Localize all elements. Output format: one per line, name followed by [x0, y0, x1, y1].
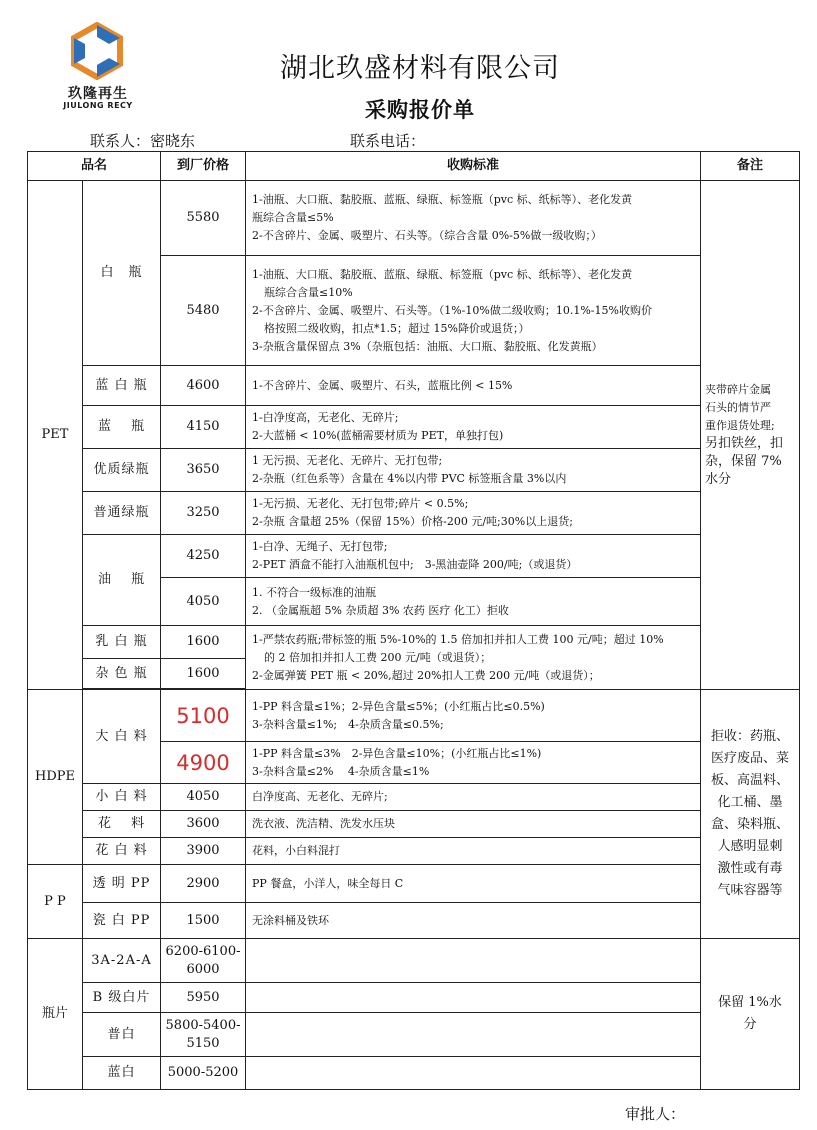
price-value: 3900	[161, 838, 246, 865]
price-value: 5950	[161, 983, 246, 1013]
remark-flake: 保留 1%水 分	[701, 939, 800, 1090]
contact-person: 联系人：密晓东	[90, 132, 196, 150]
table-row	[28, 865, 800, 903]
standard-text: 1-油瓶、大口瓶、黏胶瓶、蓝瓶、绿瓶、标签瓶（pvc 标、纸标等）、老化发黄 瓶综合含量≤10% 2-不含碎片、金属、吸塑片、石头等。（1%-10%做二级收购；10.1%-15%收购价 格按照二级收购，扣点*1.5；超过 15%降价或退货；） 3-杂瓶含量保留点 3%（杂瓶包括：油瓶、大口瓶、黏胶瓶、化发黄瓶）	[246, 256, 701, 366]
table-header-row	[28, 152, 800, 181]
product-name: 大 白 料	[83, 690, 161, 784]
table-row	[28, 406, 800, 449]
table-row	[28, 535, 800, 578]
document-title: 采购报价单	[365, 98, 475, 122]
approver-label: 审批人：	[625, 1105, 686, 1123]
price-value: 5580	[161, 181, 246, 256]
company-name: 湖北玖盛材料有限公司	[280, 53, 560, 84]
price-value: 5800-5400- 5150	[161, 1013, 246, 1057]
standard-text	[246, 983, 701, 1013]
product-name: 白 瓶	[83, 181, 161, 366]
price-value: 3250	[161, 492, 246, 535]
standard-text: 1-油瓶、大口瓶、黏胶瓶、蓝瓶、绿瓶、标签瓶（pvc 标、纸标等）、老化发黄 瓶综合含量≤5% 2-不含碎片、金属、吸塑片、石头等。（综合含量 0%-5%做一级收购；）	[246, 181, 701, 256]
standard-text: 1 无污损、无老化、无碎片、无打包带; 2-杂瓶（红色系等）含量在 4%以内带 PVC 标签瓶含量 3%以内	[246, 449, 701, 492]
price-value: 5480	[161, 256, 246, 366]
price-value: 4050	[161, 578, 246, 626]
product-name: 油 瓶	[83, 535, 161, 626]
table-row	[28, 903, 800, 939]
price-value: 1500	[161, 903, 246, 939]
product-name: 优质绿瓶	[83, 449, 161, 492]
product-name: 花 白 料	[83, 838, 161, 865]
standard-text: 洗衣液、洗洁精、洗发水压块	[246, 811, 701, 838]
table-row	[28, 492, 800, 535]
price-value: 3600	[161, 811, 246, 838]
table-row	[28, 811, 800, 838]
category-pp: P P	[28, 865, 83, 939]
price-value: 1600	[161, 626, 246, 659]
product-name: 蓝 瓶	[83, 406, 161, 449]
remark-rejected-items: 拒收：药瓶、 医疗废品、菜 板、高温料、 化工桶、墨 盒、染料瓶、 人感明显刺 激性或有毒 气味容器等	[701, 690, 800, 939]
standard-text: 1. 不符合一级标准的油瓶 2. （金属瓶超 5% 杂质超 3% 农药 医疗 化工）拒收	[246, 578, 701, 626]
column-header-remark: 备注	[701, 152, 800, 181]
product-name: 瓷 白 PP	[83, 903, 161, 939]
standard-text: 白净度高、无老化、无碎片;	[246, 784, 701, 811]
column-header-name: 品名	[28, 152, 161, 181]
logo-chinese-text: 玖隆再生	[68, 86, 128, 102]
category-flake: 瓶片	[28, 939, 83, 1090]
price-value: 4150	[161, 406, 246, 449]
remark-pet: 夹带碎片金属 石头的情节严 重作退货处理; 另扣铁丝，扣 杂，保留 7% 水分	[701, 181, 800, 690]
table-row	[28, 838, 800, 865]
product-name: 花 料	[83, 811, 161, 838]
table-row	[28, 690, 800, 742]
table-row	[28, 181, 800, 256]
table-row	[28, 939, 800, 983]
product-name: 透 明 PP	[83, 865, 161, 903]
table-row	[28, 983, 800, 1013]
price-value: 2900	[161, 865, 246, 903]
logo-english-text: JIULONG RECY	[63, 101, 133, 110]
product-name: 普通绿瓶	[83, 492, 161, 535]
table-row	[28, 784, 800, 811]
standard-text: PP 餐盒，小洋人，味全每日 C	[246, 865, 701, 903]
price-value-highlighted: 5100	[161, 690, 246, 742]
product-name: 蓝白	[83, 1057, 161, 1090]
category-pet: PET	[28, 181, 83, 690]
price-value: 3650	[161, 449, 246, 492]
price-value: 4250	[161, 535, 246, 578]
product-name: 普白	[83, 1013, 161, 1057]
table-row	[28, 366, 800, 406]
standard-text: 1-PP 料含量≤1%；2-异色含量≤5%；(小红瓶占比≤0.5%) 3-杂料含量≤1%; 4-杂质含量≤0.5%;	[246, 690, 701, 742]
standard-text	[246, 1013, 701, 1057]
standard-text	[246, 1057, 701, 1090]
standard-text: 1-白净度高，无老化、无碎片; 2-大蓝桶 < 10%(蓝桶需要材质为 PET，单独打包)	[246, 406, 701, 449]
contact-phone: 联系电话：	[350, 132, 426, 150]
standard-text: 1-白净、无绳子、无打包带; 2-PET 酒盒不能打入油瓶机包中; 3-黑油壶降 200/吨;（或退货）	[246, 535, 701, 578]
standard-text	[246, 939, 701, 983]
price-value: 6200-6100- 6000	[161, 939, 246, 983]
logo-mark-icon	[68, 22, 126, 80]
product-name: 杂 色 瓶	[83, 659, 161, 689]
category-hdpe: HDPE	[28, 690, 83, 865]
price-value: 1600	[161, 659, 246, 689]
product-name: 3A-2A-A	[83, 939, 161, 983]
standard-text: 1-无污损、无老化、无打包带;碎片 < 0.5%; 2-杂瓶 含量超 25%（保留 15%）价格-200 元/吨;30%以上退货;	[246, 492, 701, 535]
table-row	[28, 626, 800, 659]
standard-text: 无涂料桶及铁环	[246, 903, 701, 939]
table-row	[28, 1057, 800, 1090]
table-row	[28, 1013, 800, 1057]
standard-text: 1-不含碎片、金属、吸塑片、石头，蓝瓶比例 < 15%	[246, 366, 701, 406]
product-name: 乳 白 瓶	[83, 626, 161, 659]
price-table	[27, 151, 800, 1090]
product-name: B 级白片	[83, 983, 161, 1013]
price-value: 4600	[161, 366, 246, 406]
column-header-price: 到厂价格	[161, 152, 246, 181]
table-row	[28, 449, 800, 492]
price-value: 4050	[161, 784, 246, 811]
price-value: 5000-5200	[161, 1057, 246, 1090]
standard-text: 1-严禁农药瓶;带标签的瓶 5%-10%的 1.5 倍加扣并扣人工费 100 元/吨；超过 10% 的 2 倍加扣并扣人工费 200 元/吨（或退货）； 2-金属弹簧 PET 瓶 < 20%,超过 20%扣人工费 200 元/吨（或退货）；	[246, 626, 701, 690]
price-value-highlighted: 4900	[161, 742, 246, 784]
standard-text: 花料，小白料混打	[246, 838, 701, 865]
standard-text: 1-PP 料含量≤3% 2-异色含量≤10%；(小红瓶占比≤1%) 3-杂料含量≤2% 4-杂质含量≤1%	[246, 742, 701, 784]
product-name: 蓝 白 瓶	[83, 366, 161, 406]
product-name: 小 白 料	[83, 784, 161, 811]
column-header-standard: 收购标准	[246, 152, 701, 181]
